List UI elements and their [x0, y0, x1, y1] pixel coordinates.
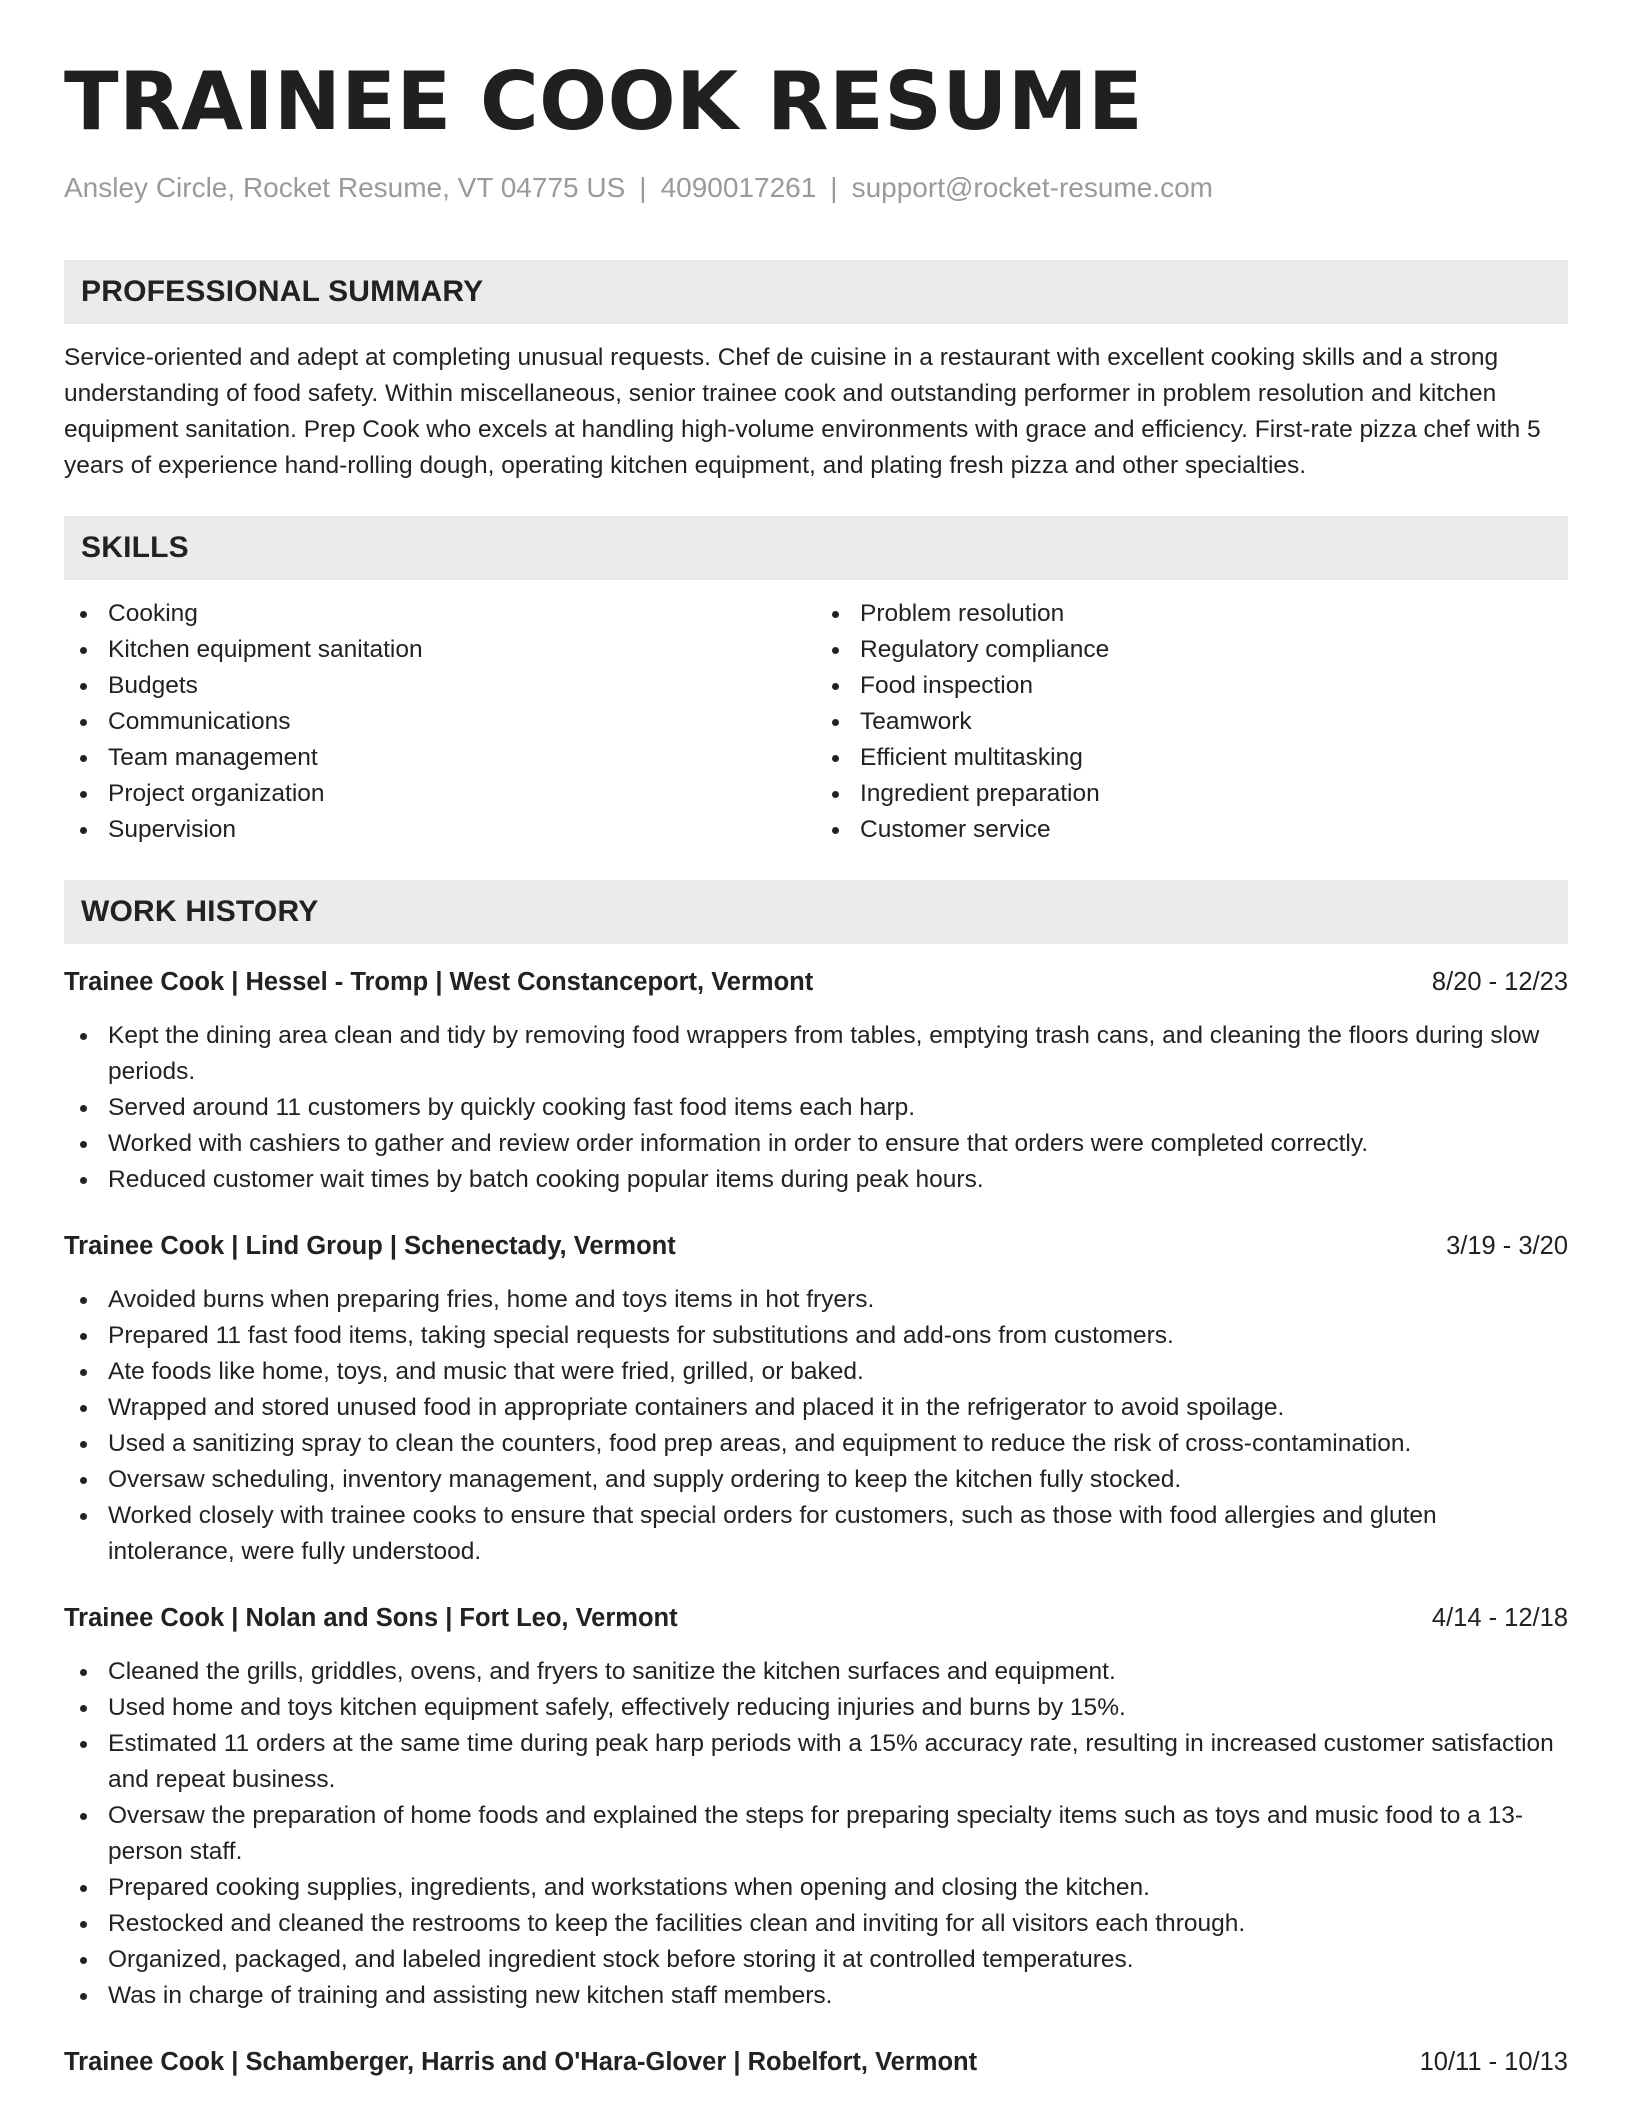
job-bullet: Wrapped and stored unused food in appropriate containers and placed it in the refrigerator to avoid spoilage.	[64, 1390, 1568, 1426]
job-header	[64, 964, 1568, 1000]
job-bullet: Ate foods like home, toys, and music that were fried, grilled, or baked.	[64, 1354, 1568, 1390]
skill-item: Communications	[64, 704, 816, 740]
job-dates: 3/19 - 3/20	[1446, 1232, 1568, 1260]
job-bullet: Prepared 11 fast food items, taking special requests for substitutions and add-ons from customers.	[64, 1318, 1568, 1354]
section-heading-work-history: WORK HISTORY	[64, 880, 1568, 944]
skills-grid	[64, 596, 1568, 848]
contact-address: Ansley Circle, Rocket Resume, VT 04775 US	[64, 172, 626, 203]
contact-line	[64, 170, 1568, 206]
resume-title: TRAINEE COOK RESUME	[64, 55, 1144, 148]
summary-text: Service-oriented and adept at completing unusual requests. Chef de cuisine in a restaurant with excellent cooking skills and a strong understanding of food safety. Within miscellaneous, senior trainee cook and outstanding performer in problem resolution and kitchen equipment sanitation. Prep Cook who excels at handling high-volume environments with grace and efficiency. First-rate pizza chef with 5 years of experience hand-rolling dough, operating kitchen equipment, and plating fresh pizza and other specialties.	[64, 344, 1541, 479]
job-title: Trainee Cook | Lind Group | Schenectady, Vermont	[64, 1232, 676, 1260]
job-bullet: Used a sanitizing spray to clean the counters, food prep areas, and equipment to reduce the risk of cross-contamination.	[64, 1426, 1568, 1462]
job-entry	[64, 964, 1568, 1198]
job-bullets	[64, 1654, 1568, 2014]
job-bullet: Cleaned the grills, griddles, ovens, and fryers to sanitize the kitchen surfaces and equipment.	[64, 1654, 1568, 1690]
skills-column-right	[816, 596, 1568, 848]
job-title: Trainee Cook | Schamberger, Harris and O'Hara-Glover | Robelfort, Vermont	[64, 2048, 978, 2076]
job-title: Trainee Cook | Hessel - Tromp | West Constanceport, Vermont	[64, 968, 814, 996]
job-entry	[64, 1600, 1568, 2014]
job-bullet: Reduced customer wait times by batch cooking popular items during peak hours.	[64, 1162, 1568, 1198]
job-dates: 4/14 - 12/18	[1431, 1604, 1568, 1632]
skill-item: Cooking	[64, 596, 816, 632]
job-header	[64, 1600, 1568, 1636]
skill-item: Team management	[64, 740, 816, 776]
job-bullet: Was in charge of training and assisting new kitchen staff members.	[64, 1978, 1568, 2014]
skill-item: Ingredient preparation	[816, 776, 1568, 812]
skill-item: Project organization	[64, 776, 816, 812]
job-header	[64, 1228, 1568, 1264]
job-bullet: Organized, packaged, and labeled ingredient stock before storing it at controlled temperatures.	[64, 1942, 1568, 1978]
job-bullet: Served around 11 customers by quickly cooking fast food items each harp.	[64, 1090, 1568, 1126]
job-bullet: Avoided burns when preparing fries, home and toys items in hot fryers.	[64, 1282, 1568, 1318]
skill-item: Problem resolution	[816, 596, 1568, 632]
job-bullet: Worked closely with trainee cooks to ensure that special orders for customers, such as those with food allergies and gluten intolerance, were fully understood.	[64, 1498, 1568, 1570]
job-dates: 8/20 - 12/23	[1431, 968, 1568, 996]
job-bullet: Oversaw scheduling, inventory management, and supply ordering to keep the kitchen fully stocked.	[64, 1462, 1568, 1498]
skill-item: Customer service	[816, 812, 1568, 848]
job-entry	[64, 1228, 1568, 1570]
job-entry	[64, 2044, 1568, 2080]
job-dates: 10/11 - 10/13	[1419, 2048, 1568, 2076]
job-title: Trainee Cook | Nolan and Sons | Fort Leo, Vermont	[64, 1604, 678, 1632]
job-bullet: Prepared cooking supplies, ingredients, and workstations when opening and closing the kitchen.	[64, 1870, 1568, 1906]
contact-separator: |	[830, 172, 838, 203]
job-bullet: Restocked and cleaned the restrooms to keep the facilities clean and inviting for all visitors each through.	[64, 1906, 1568, 1942]
section-heading-summary: PROFESSIONAL SUMMARY	[64, 260, 1568, 324]
skill-item: Supervision	[64, 812, 816, 848]
job-bullets	[64, 1018, 1568, 1198]
skills-column-left	[64, 596, 816, 848]
job-header	[64, 2044, 1568, 2080]
skill-item: Regulatory compliance	[816, 632, 1568, 668]
job-bullet: Oversaw the preparation of home foods and explained the steps for preparing specialty items such as toys and music food to a 13-person staff.	[64, 1798, 1568, 1870]
skill-item: Budgets	[64, 668, 816, 704]
skill-item: Food inspection	[816, 668, 1568, 704]
skill-item: Kitchen equipment sanitation	[64, 632, 816, 668]
job-bullet: Worked with cashiers to gather and review order information in order to ensure that orders were completed correctly.	[64, 1126, 1568, 1162]
job-bullet: Estimated 11 orders at the same time during peak harp periods with a 15% accuracy rate, resulting in increased customer satisfaction and repeat business.	[64, 1726, 1568, 1798]
contact-email: support@rocket-resume.com	[851, 172, 1214, 203]
skill-item: Efficient multitasking	[816, 740, 1568, 776]
contact-separator: |	[639, 172, 647, 203]
job-bullets	[64, 1282, 1568, 1570]
section-heading-skills: SKILLS	[64, 516, 1568, 580]
skill-item: Teamwork	[816, 704, 1568, 740]
job-bullet: Used home and toys kitchen equipment safely, effectively reducing injuries and burns by 15%.	[64, 1690, 1568, 1726]
contact-phone: 4090017261	[660, 172, 817, 203]
job-bullet: Kept the dining area clean and tidy by removing food wrappers from tables, emptying trash cans, and cleaning the floors during slow periods.	[64, 1018, 1568, 1090]
